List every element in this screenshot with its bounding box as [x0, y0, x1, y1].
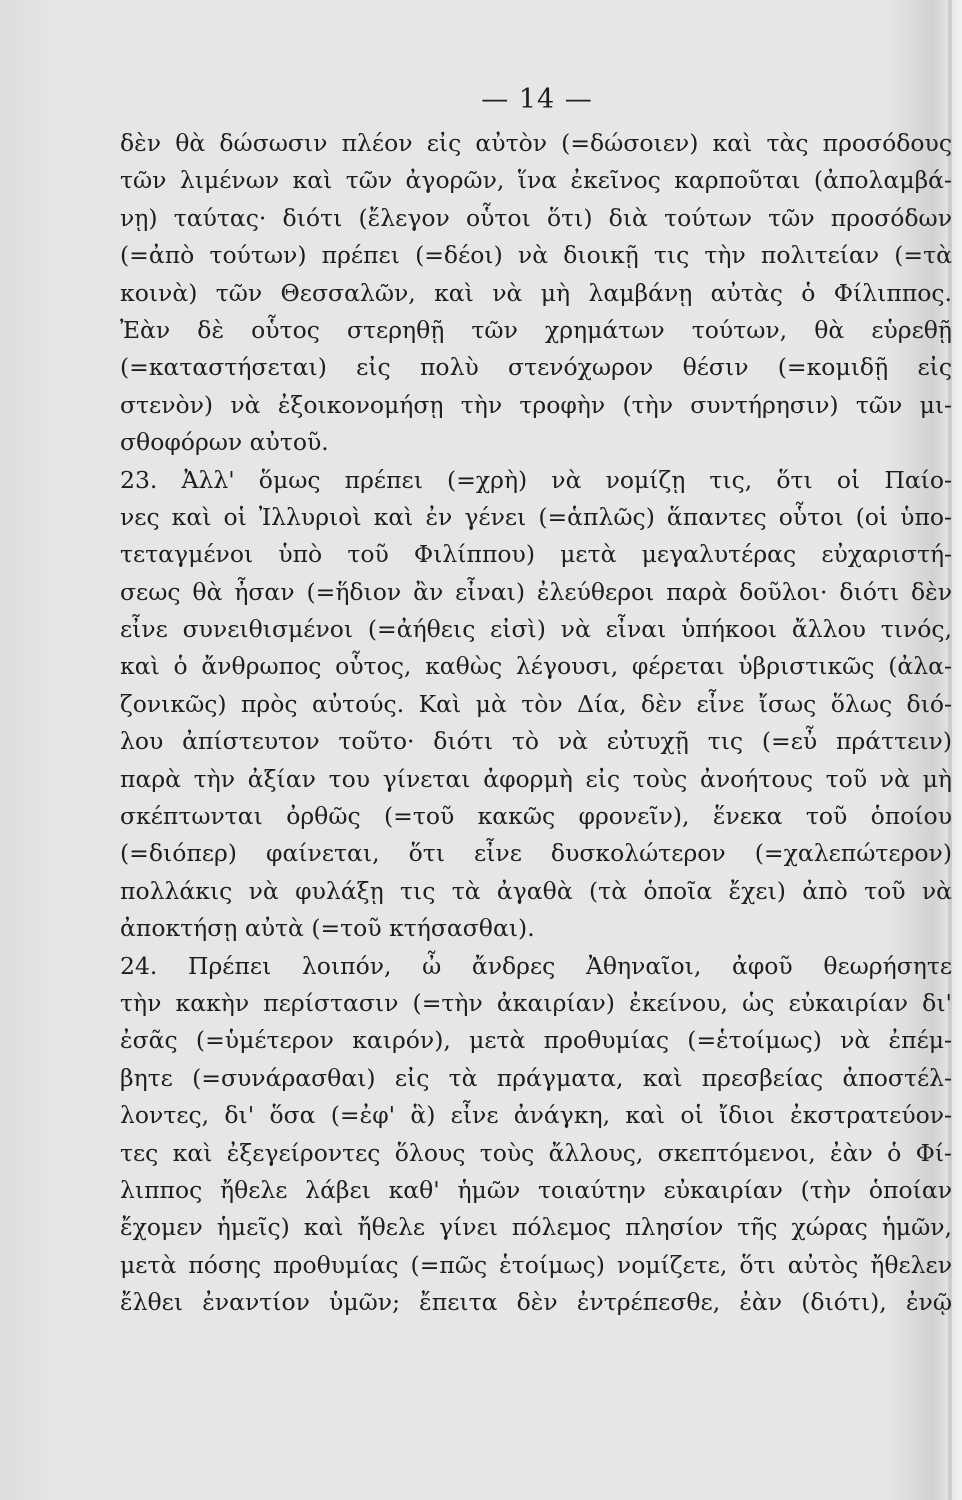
text-line: 23. Ἀλλ' ὅμως πρέπει (=χρὴ) νὰ νομίζῃ τις, ὅτι οἱ Παίο- [120, 465, 952, 494]
text-line: κοινὰ) τῶν Θεσσαλῶν, καὶ νὰ μὴ λαμβάνῃ αὐτὰς ὁ Φίλιππος. [120, 278, 952, 307]
text-line: νῃ) ταύτας· διότι (ἔλεγον οὗτοι ὅτι) διὰ τούτων τῶν προσόδων [120, 203, 952, 232]
text-line: (=διόπερ) φαίνεται, ὅτι εἶνε δυσκολώτερον (=χαλεπώτερον) [120, 839, 952, 868]
text-line: καὶ ὁ ἄνθρωπος οὗτος, καθὼς λέγουσι, φέρεται ὑβριστικῶς (ἀλα- [120, 652, 952, 681]
text-line: (=ἀπὸ τούτων) πρέπει (=δέοι) νὰ διοικῇ τις τὴν πολιτείαν (=τὰ [120, 241, 952, 270]
text-line: εἶνε συνειθισμένοι (=ἀήθεις εἰσὶ) νὰ εἶναι ὑπήκοοι ἄλλου τινός, [120, 615, 952, 644]
text-line: λου ἀπίστευτον τοῦτο· διότι τὸ νὰ εὐτυχῇ τις (=εὖ πράττειν) [120, 727, 952, 756]
text-line: λιππος ἤθελε λάβει καθ' ἡμῶν τοιαύτην εὐκαιρίαν (τὴν ὁποίαν [120, 1175, 952, 1204]
text-line: βητε (=συνάρασθαι) εἰς τὰ πράγματα, καὶ πρεσβείας ἀποστέλ- [120, 1063, 952, 1092]
text-line: ζονικῶς) πρὸς αὐτούς. Καὶ μὰ τὸν Δία, δὲν εἶνε ἴσως ὅλως διό- [120, 689, 952, 718]
text-line: τες καὶ ἐξεγείροντες ὅλους τοὺς ἄλλους, σκεπτόμενοι, ἐὰν ὁ Φί- [120, 1138, 952, 1167]
text-line: λοντες, δι' ὅσα (=ἐφ' ἃ) εἶνε ἀνάγκη, καὶ οἱ ἴδιοι ἐκστρατεύον- [120, 1101, 952, 1130]
text-line: νες καὶ οἱ Ἰλλυριοὶ καὶ ἐν γένει (=ἁπλῶς) ἅπαντες οὗτοι (οἱ ὑπο- [120, 502, 952, 531]
text-line: ἀποκτήσῃ αὐτὰ (=τοῦ κτήσασθαι). [120, 914, 535, 943]
text-line: (=καταστήσεται) εἰς πολὺ στενόχωρον θέσιν (=κομιδῇ εἰς [120, 353, 952, 382]
text-line: παρὰ τὴν ἀξίαν του γίνεται ἀφορμὴ εἰς τοὺς ἀνοήτους τοῦ νὰ μὴ [120, 764, 952, 793]
text-line: ἐσᾶς (=ὑμέτερον καιρόν), μετὰ προθυμίας (=ἑτοίμως) νὰ ἐπέμ- [120, 1026, 952, 1055]
text-line: τὴν κακὴν περίστασιν (=τὴν ἀκαιρίαν) ἐκείνου, ὡς εὐκαιρίαν δι' [120, 988, 952, 1017]
page-number: — 14 — [481, 84, 593, 115]
text-line: τεταγμένοι ὑπὸ τοῦ Φιλίππου) μετὰ μεγαλυτέρας εὐχαριστή- [120, 540, 952, 569]
text-line: Ἐὰν δὲ οὗτος στερηθῇ τῶν χρημάτων τούτων, θὰ εὑρεθῇ [120, 315, 952, 344]
text-line: τῶν λιμένων καὶ τῶν ἀγορῶν, ἵνα ἐκεῖνος καρποῦται (ἀπολαμβά- [120, 166, 952, 195]
text-line: 24. Πρέπει λοιπόν, ὦ ἄνδρες Ἀθηναῖοι, ἀφοῦ θεωρήσητε [120, 951, 952, 980]
text-line: σεως θὰ ἦσαν (=ἥδιον ἂν εἶναι) ἐλεύθεροι παρὰ δοῦλοι· διότι δὲν [120, 577, 952, 606]
text-line: σκέπτωνται ὀρθῶς (=τοῦ κακῶς φρονεῖν), ἕνεκα τοῦ ὁποίου [120, 802, 952, 831]
text-line: σθοφόρων αὐτοῦ. [120, 428, 329, 457]
text-line: μετὰ πόσης προθυμίας (=πῶς ἑτοίμως) νομίζετε, ὅτι αὐτὸς ἤθελεν [120, 1250, 952, 1279]
text-line: ἔχομεν ἡμεῖς) καὶ ἤθελε γίνει πόλεμος πλησίον τῆς χώρας ἡμῶν, [120, 1213, 952, 1242]
text-line: στενὸν) νὰ ἐξοικονομήσῃ τὴν τροφὴν (τὴν συντήρησιν) τῶν μι- [120, 390, 952, 419]
body-text [120, 125, 952, 1322]
text-line: ἔλθει ἐναντίον ὑμῶν; ἔπειτα δὲν ἐντρέπεσθε, ἐὰν (διότι), ἐνῷ [120, 1288, 952, 1317]
text-line: δὲν θὰ δώσωσιν πλέον εἰς αὐτὸν (=δώσοιεν) καὶ τὰς προσόδους [120, 129, 952, 157]
text-line: πολλάκις νὰ φυλάξῃ τις τὰ ἀγαθὰ (τὰ ὁποῖα ἔχει) ἀπὸ τοῦ νὰ [120, 876, 952, 905]
